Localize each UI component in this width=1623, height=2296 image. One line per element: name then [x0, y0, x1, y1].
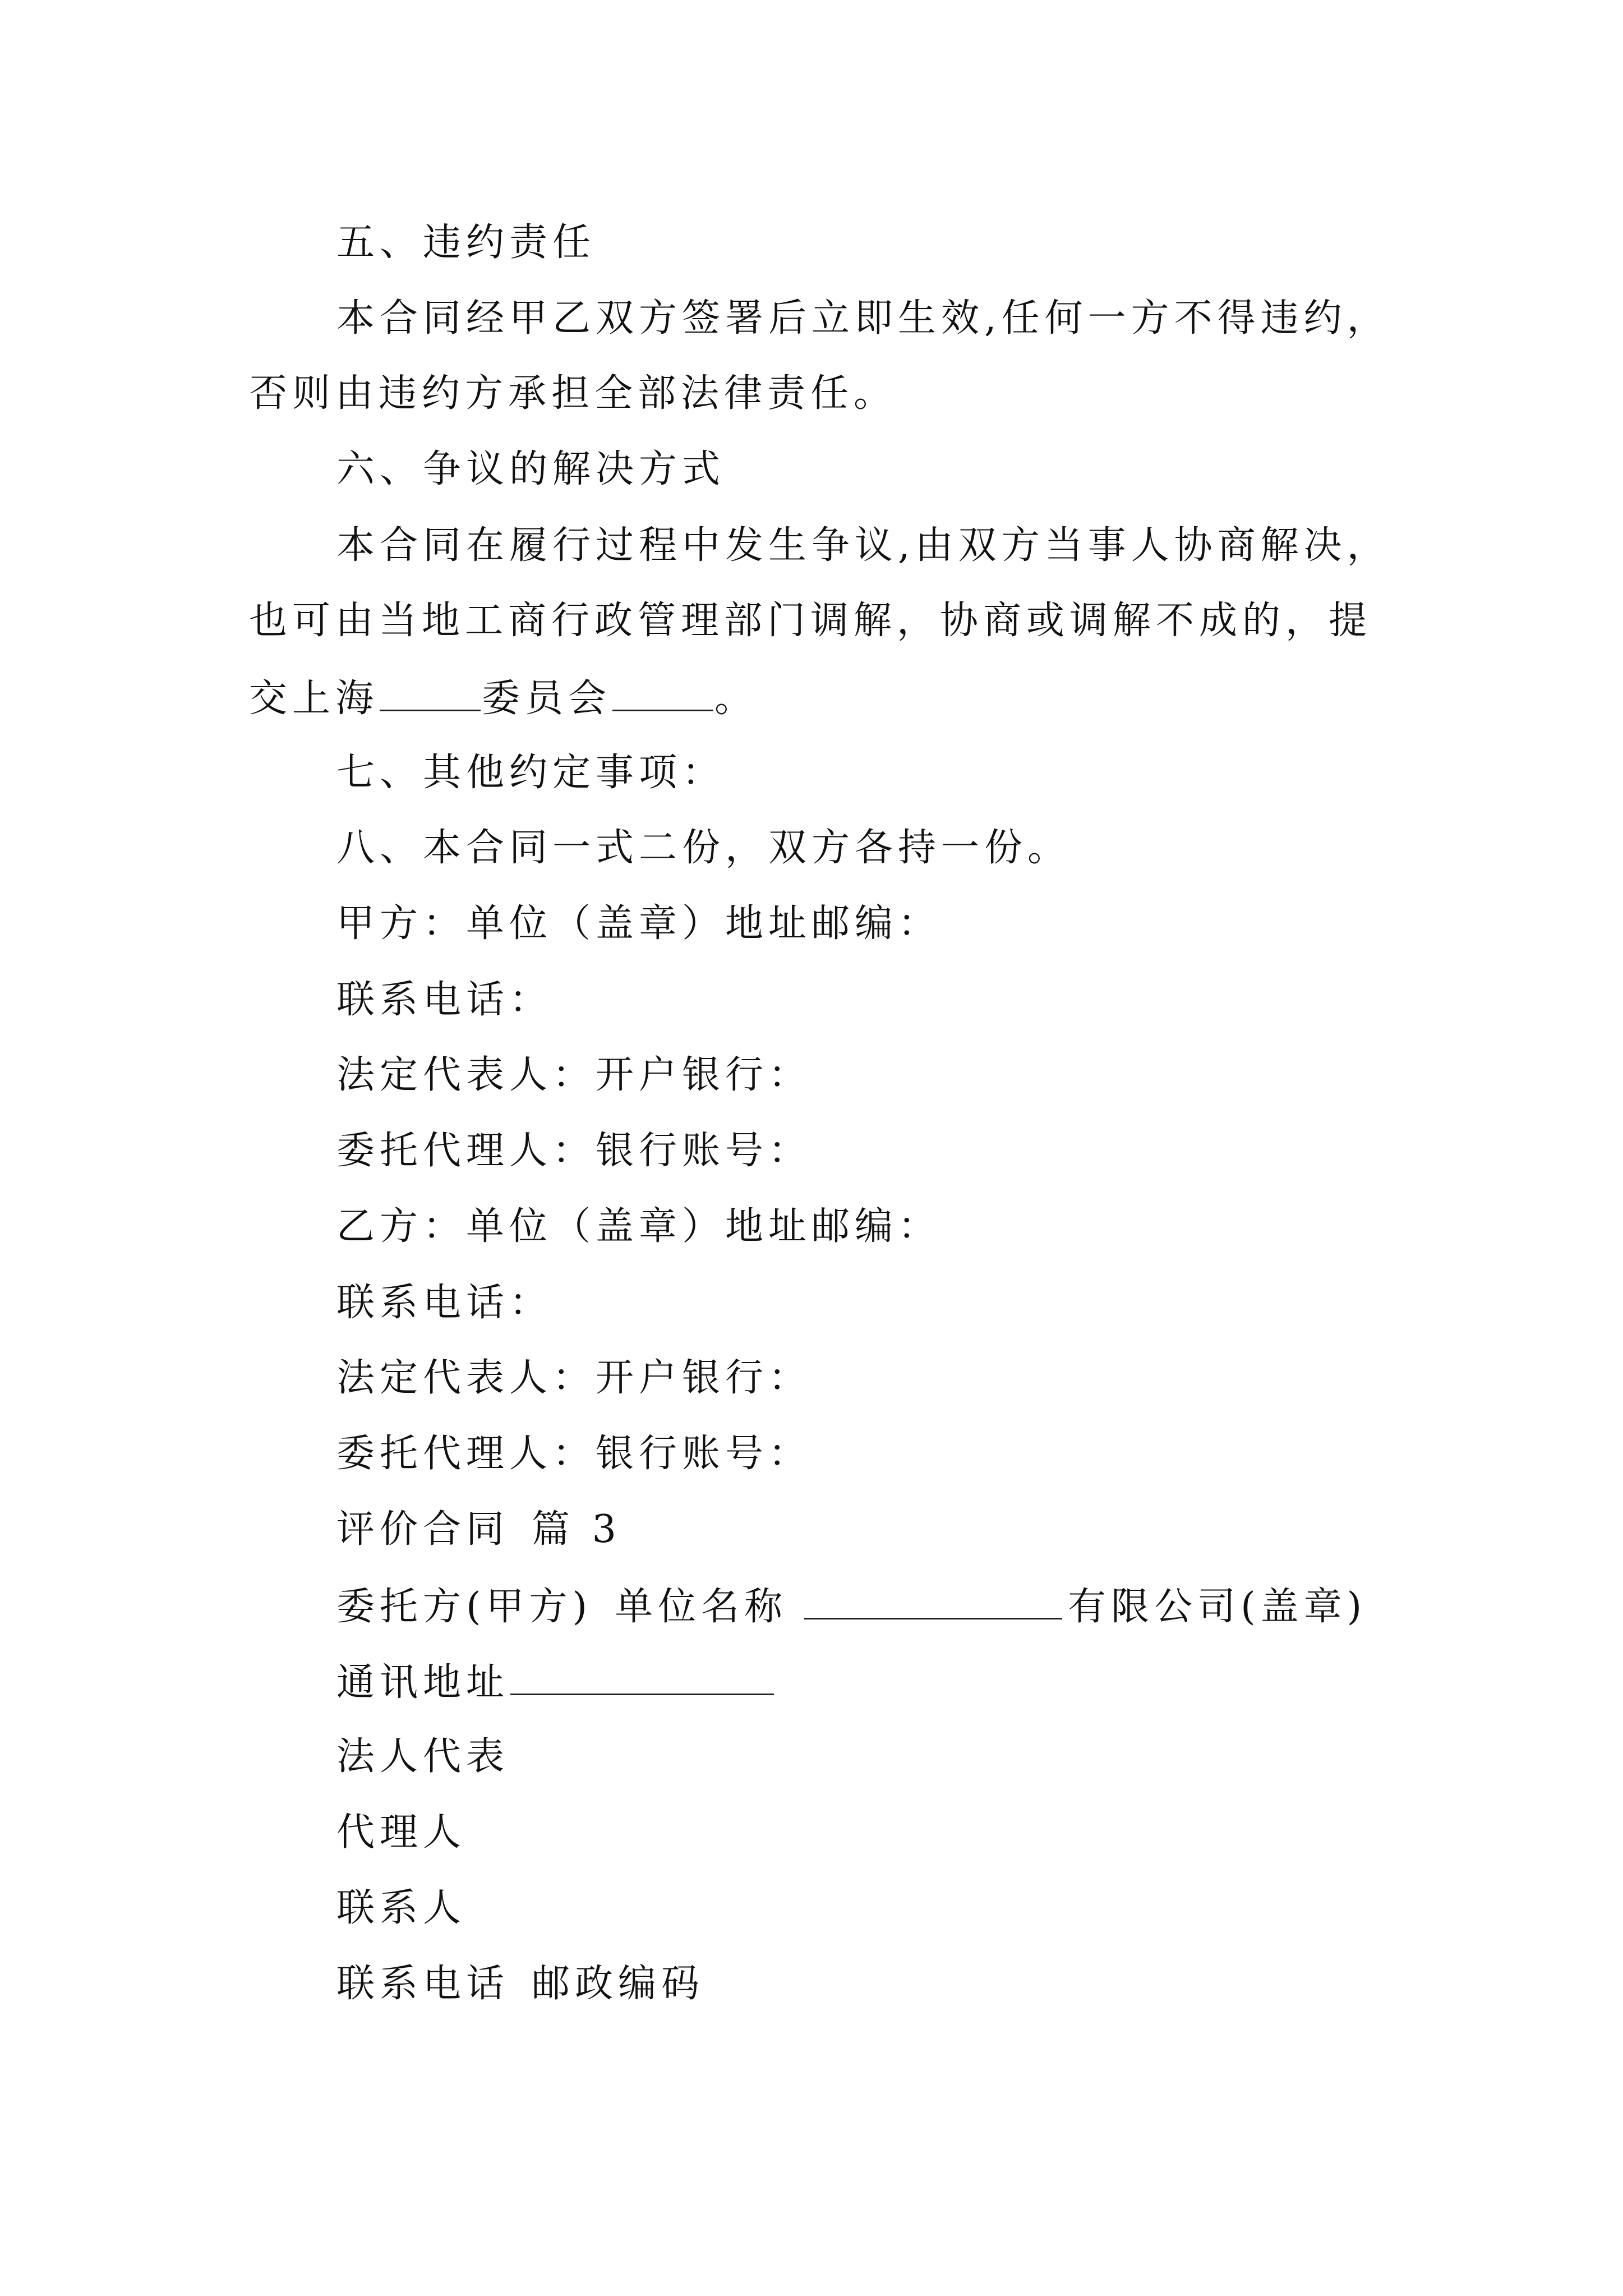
section-heading-copies: 八、本合同一式二份，双方各持一份。	[336, 826, 1071, 870]
agent: 代理人	[336, 1810, 467, 1855]
paragraph-line: 否则由违约方承担全部法律责任。	[249, 371, 897, 416]
legal-representative: 法人代表	[336, 1734, 510, 1779]
submit-text-3: 。	[714, 677, 758, 721]
client-suffix: 有限公司(盖章)	[1068, 1585, 1367, 1629]
party-b-phone: 联系电话：	[336, 1281, 553, 1325]
submit-line	[249, 675, 758, 721]
paragraph-line: 也可由当地工商行政管理部门调解，协商或调解不成的，提	[249, 599, 1372, 643]
party-b-legal-rep: 法定代表人：开户银行：	[336, 1356, 812, 1400]
section-heading-breach: 五、违约责任	[336, 220, 596, 265]
blank-arbitration-suffix	[612, 675, 713, 711]
party-b-unit: 乙方：单位（盖章）地址邮编：	[336, 1204, 942, 1249]
client-line	[336, 1583, 1367, 1630]
client-label: 委托方(甲方)	[336, 1585, 593, 1629]
section-heading-other: 七、其他约定事项：	[336, 751, 726, 795]
contact-person: 联系人	[336, 1886, 467, 1930]
paragraph-line: 本合同在履行过程中发生争议,由双方当事人协商解决，	[336, 523, 1390, 568]
paragraph-line: 本合同经甲乙双方签署后立即生效,任何一方不得违约，	[336, 296, 1390, 341]
submit-text-2: 委员会	[482, 677, 612, 721]
blank-arbitration-name	[380, 675, 481, 711]
postcode-label: 邮政编码	[532, 1962, 705, 2006]
contract-title: 评价合同	[336, 1507, 510, 1552]
contract-heading-3	[336, 1507, 621, 1552]
phone-postcode-line	[336, 1962, 704, 2007]
blank-address	[510, 1659, 774, 1695]
contract-section-number: 篇 3	[532, 1507, 621, 1552]
blank-company-name	[804, 1583, 1062, 1619]
section-heading-dispute: 六、争议的解决方式	[336, 447, 726, 491]
party-b-agent: 委托代理人：银行账号：	[336, 1432, 812, 1476]
client-field-label: 单位名称	[615, 1585, 788, 1629]
party-a-unit: 甲方：单位（盖章）地址邮编：	[336, 901, 942, 946]
party-a-phone: 联系电话：	[336, 978, 553, 1022]
party-a-legal-rep: 法定代表人：开户银行：	[336, 1053, 812, 1097]
party-a-agent: 委托代理人：银行账号：	[336, 1129, 812, 1173]
submit-text-1: 交上海	[249, 677, 379, 721]
address-line	[336, 1659, 774, 1705]
address-label: 通讯地址	[336, 1660, 510, 1705]
phone-label: 联系电话	[336, 1962, 510, 2006]
